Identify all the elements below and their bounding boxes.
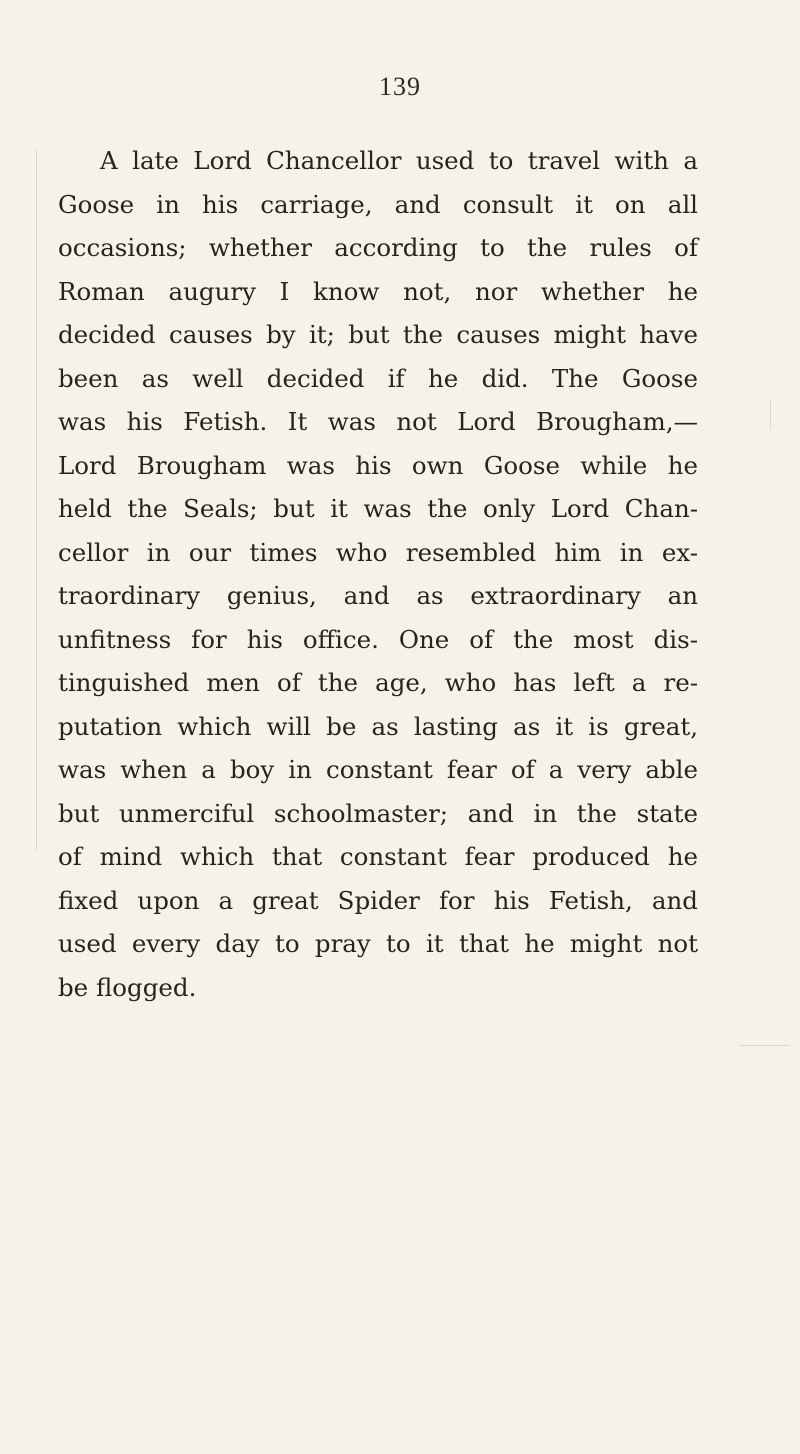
text-line: occasions; whether according to the rules of	[58, 233, 698, 262]
text-line: Roman augury I know not, nor whether he	[58, 276, 698, 306]
page-number: 139	[379, 72, 421, 101]
text-line: been as well decided if he did. The Goose	[58, 363, 698, 393]
left-edge-mark	[36, 150, 37, 850]
text-line: Lord Brougham was his own Goose while he	[58, 450, 698, 480]
text-line: traordinary genius, and as extraordinary an	[58, 581, 698, 610]
text-line: tinguished men of the age, who has left a re-	[58, 668, 698, 697]
text-line: of mind which that constant fear produced he	[58, 842, 698, 871]
text-line: but unmerciful schoolmaster; and in the state	[58, 798, 698, 828]
text-line: fixed upon a great Spider for his Fetish, and	[58, 885, 698, 915]
text-line: putation which will be as lasting as it is great,	[58, 711, 698, 741]
text-line: was when a boy in constant fear of a very able	[58, 755, 698, 784]
text-line: was his Fetish. It was not Lord Brougham,—	[58, 407, 698, 436]
text-line: used every day to pray to it that he might not	[58, 929, 698, 958]
text-line: be flogged.	[58, 972, 197, 1002]
text-line: decided causes by it; but the causes might have	[58, 320, 698, 349]
right-edge-mark	[770, 400, 771, 430]
text-line: unfitness for his office. One of the most dis-	[58, 624, 698, 654]
text-line: A late Lord Chancellor used to travel with a	[100, 146, 698, 175]
text-line: held the Seals; but it was the only Lord Chan-	[58, 494, 698, 523]
right-edge-mark	[740, 1045, 790, 1046]
text-line: cellor in our times who resembled him in ex-	[58, 537, 698, 567]
body-paragraph	[58, 139, 698, 1009]
text-line: Goose in his carriage, and consult it on all	[58, 189, 698, 219]
